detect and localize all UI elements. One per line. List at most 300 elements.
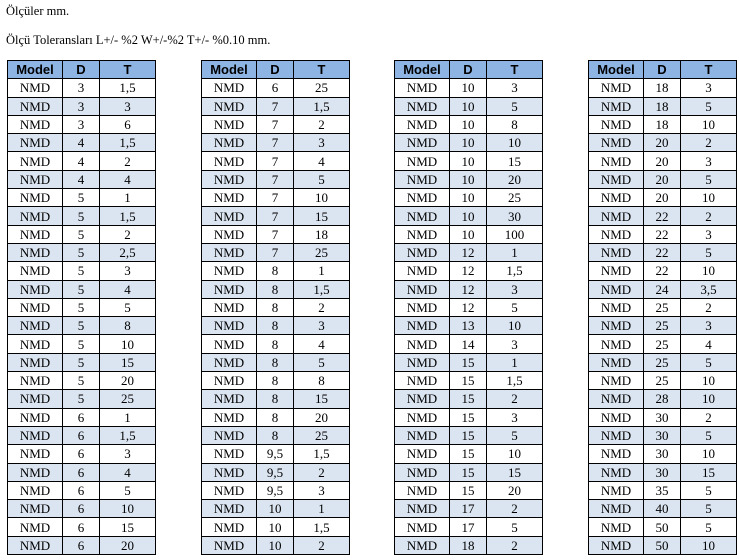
cell-t: 2: [681, 298, 737, 316]
cell-model: NMD: [589, 463, 644, 481]
cell-model: NMD: [589, 518, 644, 536]
cell-d: 9,5: [257, 445, 294, 463]
table-row: [202, 79, 350, 97]
table-row: [202, 225, 350, 243]
table-row: [589, 189, 737, 207]
cell-model: NMD: [202, 408, 257, 426]
cell-d: 6: [63, 408, 100, 426]
cell-model: NMD: [202, 134, 257, 152]
header-t: T: [681, 61, 737, 79]
table-row: [8, 298, 156, 316]
table-row: [395, 262, 543, 280]
cell-d: 20: [644, 134, 681, 152]
table-row: [8, 408, 156, 426]
cell-d: 17: [450, 518, 487, 536]
table-row: [8, 207, 156, 225]
table-row: [202, 445, 350, 463]
table-row: [395, 225, 543, 243]
cell-model: NMD: [8, 207, 63, 225]
table-row: [589, 445, 737, 463]
cell-d: 22: [644, 243, 681, 261]
cell-t: 3: [100, 445, 156, 463]
cell-model: NMD: [589, 170, 644, 188]
table-row: [202, 152, 350, 170]
cell-model: NMD: [8, 298, 63, 316]
table-row: [8, 481, 156, 499]
cell-d: 8: [257, 408, 294, 426]
cell-t: 3,5: [681, 280, 737, 298]
table-row: [395, 317, 543, 335]
cell-model: NMD: [8, 262, 63, 280]
cell-t: 1,5: [487, 372, 543, 390]
cell-t: 20: [100, 372, 156, 390]
cell-model: NMD: [202, 243, 257, 261]
table-row: [395, 243, 543, 261]
cell-t: 25: [294, 426, 350, 444]
table-row: [8, 79, 156, 97]
cell-d: 3: [63, 115, 100, 133]
cell-model: NMD: [395, 390, 450, 408]
cell-d: 8: [257, 390, 294, 408]
table-row: [395, 115, 543, 133]
cell-t: 25: [294, 79, 350, 97]
table-row: [395, 152, 543, 170]
cell-model: NMD: [589, 317, 644, 335]
dimension-table-3: [394, 60, 543, 555]
table-row: [589, 298, 737, 316]
cell-d: 10: [257, 536, 294, 554]
cell-model: NMD: [395, 134, 450, 152]
cell-d: 6: [63, 445, 100, 463]
cell-t: 10: [487, 445, 543, 463]
cell-d: 30: [644, 463, 681, 481]
cell-t: 10: [100, 500, 156, 518]
cell-t: 1: [487, 353, 543, 371]
tolerance-note: Ölçü Toleransları L+/- %2 W+/-%2 T+/- %0.10 mm.: [6, 33, 271, 47]
cell-model: NMD: [202, 536, 257, 554]
header-d: D: [63, 61, 100, 79]
cell-t: 10: [681, 445, 737, 463]
cell-model: NMD: [395, 115, 450, 133]
table-row: [395, 335, 543, 353]
table-row: [8, 426, 156, 444]
cell-model: NMD: [8, 280, 63, 298]
cell-t: 3: [681, 79, 737, 97]
table-row: [8, 445, 156, 463]
cell-d: 5: [63, 225, 100, 243]
table-row: [8, 372, 156, 390]
cell-t: 5: [294, 353, 350, 371]
cell-t: 15: [100, 353, 156, 371]
cell-model: NMD: [395, 445, 450, 463]
cell-t: 5: [681, 481, 737, 499]
cell-model: NMD: [202, 79, 257, 97]
cell-d: 18: [644, 79, 681, 97]
cell-model: NMD: [202, 207, 257, 225]
cell-t: 10: [681, 536, 737, 554]
cell-d: 4: [63, 152, 100, 170]
cell-model: NMD: [395, 372, 450, 390]
table-row: [202, 426, 350, 444]
table-row: [202, 115, 350, 133]
cell-d: 15: [450, 426, 487, 444]
table-row: [589, 243, 737, 261]
cell-d: 5: [63, 317, 100, 335]
cell-d: 12: [450, 262, 487, 280]
cell-t: 2: [487, 390, 543, 408]
cell-t: 3: [487, 408, 543, 426]
dimension-table-1: [7, 60, 156, 555]
table-row: [395, 353, 543, 371]
table-row: [202, 207, 350, 225]
table-row: [202, 335, 350, 353]
cell-t: 25: [100, 390, 156, 408]
table-row: [202, 463, 350, 481]
dimension-table-2: [201, 60, 350, 555]
cell-t: 10: [487, 317, 543, 335]
cell-d: 22: [644, 262, 681, 280]
cell-t: 10: [681, 189, 737, 207]
table-row: [202, 243, 350, 261]
cell-d: 15: [450, 408, 487, 426]
cell-model: NMD: [202, 189, 257, 207]
cell-t: 5: [294, 170, 350, 188]
table-row: [8, 518, 156, 536]
cell-d: 3: [63, 79, 100, 97]
cell-t: 1,5: [100, 207, 156, 225]
cell-model: NMD: [202, 518, 257, 536]
cell-t: 5: [681, 97, 737, 115]
table-row: [589, 152, 737, 170]
cell-model: NMD: [589, 390, 644, 408]
cell-d: 30: [644, 426, 681, 444]
table-row: [589, 97, 737, 115]
cell-model: NMD: [8, 353, 63, 371]
cell-t: 20: [487, 170, 543, 188]
table-row: [395, 79, 543, 97]
cell-d: 6: [63, 463, 100, 481]
table-row: [8, 243, 156, 261]
table-row: [395, 518, 543, 536]
cell-t: 3: [294, 317, 350, 335]
cell-t: 4: [294, 152, 350, 170]
cell-d: 20: [644, 152, 681, 170]
cell-d: 30: [644, 445, 681, 463]
cell-t: 8: [294, 372, 350, 390]
cell-t: 20: [487, 481, 543, 499]
cell-t: 2: [294, 463, 350, 481]
cell-t: 5: [487, 97, 543, 115]
cell-model: NMD: [8, 243, 63, 261]
cell-model: NMD: [589, 445, 644, 463]
cell-d: 5: [63, 390, 100, 408]
cell-t: 2,5: [100, 243, 156, 261]
cell-model: NMD: [395, 426, 450, 444]
cell-d: 10: [450, 79, 487, 97]
cell-d: 5: [63, 207, 100, 225]
cell-model: NMD: [589, 280, 644, 298]
table-row: [202, 317, 350, 335]
cell-t: 3: [487, 335, 543, 353]
table-row: [202, 97, 350, 115]
cell-d: 7: [257, 152, 294, 170]
cell-t: 15: [294, 207, 350, 225]
header-d: D: [450, 61, 487, 79]
header-t: T: [294, 61, 350, 79]
cell-d: 30: [644, 408, 681, 426]
cell-model: NMD: [8, 518, 63, 536]
cell-t: 1,5: [294, 518, 350, 536]
table-row: [395, 372, 543, 390]
cell-d: 6: [63, 426, 100, 444]
cell-model: NMD: [395, 97, 450, 115]
table-row: [202, 518, 350, 536]
cell-t: 20: [100, 536, 156, 554]
cell-t: 5: [487, 298, 543, 316]
table-row: [395, 280, 543, 298]
cell-model: NMD: [395, 170, 450, 188]
cell-t: 3: [294, 481, 350, 499]
cell-model: NMD: [395, 79, 450, 97]
cell-t: 3: [681, 225, 737, 243]
table-row: [395, 536, 543, 554]
cell-d: 17: [450, 500, 487, 518]
cell-d: 5: [63, 262, 100, 280]
cell-t: 18: [294, 225, 350, 243]
cell-t: 10: [294, 189, 350, 207]
cell-d: 50: [644, 518, 681, 536]
cell-model: NMD: [202, 280, 257, 298]
cell-model: NMD: [8, 152, 63, 170]
header-model: Model: [589, 61, 644, 79]
table-row: [395, 408, 543, 426]
cell-t: 4: [294, 335, 350, 353]
cell-model: NMD: [395, 262, 450, 280]
cell-t: 3: [681, 317, 737, 335]
cell-t: 1,5: [100, 134, 156, 152]
table-row: [8, 463, 156, 481]
cell-d: 28: [644, 390, 681, 408]
table-row: [8, 353, 156, 371]
cell-t: 25: [294, 243, 350, 261]
cell-d: 40: [644, 500, 681, 518]
cell-model: NMD: [8, 317, 63, 335]
cell-model: NMD: [395, 207, 450, 225]
cell-t: 1,5: [487, 262, 543, 280]
cell-model: NMD: [202, 372, 257, 390]
table-row: [8, 280, 156, 298]
cell-model: NMD: [589, 353, 644, 371]
table-row: [395, 134, 543, 152]
table-row: [589, 115, 737, 133]
cell-d: 6: [63, 481, 100, 499]
cell-t: 2: [487, 536, 543, 554]
table-row: [395, 426, 543, 444]
cell-t: 20: [294, 408, 350, 426]
cell-model: NMD: [395, 463, 450, 481]
cell-t: 3: [681, 152, 737, 170]
cell-model: NMD: [395, 408, 450, 426]
cell-d: 15: [450, 372, 487, 390]
cell-t: 4: [100, 280, 156, 298]
cell-model: NMD: [8, 225, 63, 243]
cell-t: 2: [681, 207, 737, 225]
table-row: [589, 170, 737, 188]
table-row: [589, 134, 737, 152]
cell-model: NMD: [8, 115, 63, 133]
table-row: [202, 408, 350, 426]
cell-model: NMD: [8, 536, 63, 554]
cell-t: 15: [294, 390, 350, 408]
cell-t: 2: [681, 408, 737, 426]
cell-model: NMD: [8, 189, 63, 207]
cell-d: 12: [450, 298, 487, 316]
table-row: [8, 500, 156, 518]
cell-d: 15: [450, 445, 487, 463]
cell-model: NMD: [8, 170, 63, 188]
cell-model: NMD: [395, 317, 450, 335]
table-row: [202, 280, 350, 298]
table-row: [395, 463, 543, 481]
cell-d: 35: [644, 481, 681, 499]
cell-t: 3: [100, 97, 156, 115]
cell-d: 50: [644, 536, 681, 554]
cell-d: 5: [63, 372, 100, 390]
table-row: [589, 390, 737, 408]
cell-d: 10: [450, 189, 487, 207]
cell-t: 100: [487, 225, 543, 243]
cell-model: NMD: [589, 500, 644, 518]
table-row: [8, 97, 156, 115]
cell-d: 10: [450, 152, 487, 170]
table-row: [8, 225, 156, 243]
cell-t: 15: [487, 152, 543, 170]
cell-model: NMD: [202, 152, 257, 170]
table-row: [589, 207, 737, 225]
cell-d: 7: [257, 225, 294, 243]
cell-model: NMD: [8, 335, 63, 353]
cell-d: 8: [257, 335, 294, 353]
cell-t: 4: [100, 463, 156, 481]
table-row: [589, 481, 737, 499]
cell-model: NMD: [395, 152, 450, 170]
cell-model: NMD: [589, 97, 644, 115]
table-row: [589, 335, 737, 353]
cell-model: NMD: [589, 115, 644, 133]
cell-t: 3: [487, 79, 543, 97]
cell-d: 8: [257, 298, 294, 316]
cell-t: 2: [100, 152, 156, 170]
cell-model: NMD: [589, 298, 644, 316]
header-model: Model: [395, 61, 450, 79]
cell-t: 15: [100, 518, 156, 536]
table-row: [202, 298, 350, 316]
cell-model: NMD: [589, 408, 644, 426]
table-row: [202, 262, 350, 280]
cell-model: NMD: [202, 445, 257, 463]
table-row: [589, 408, 737, 426]
cell-d: 15: [450, 481, 487, 499]
cell-model: NMD: [589, 207, 644, 225]
table-row: [589, 518, 737, 536]
table-row: [395, 189, 543, 207]
cell-t: 5: [681, 170, 737, 188]
cell-model: NMD: [395, 335, 450, 353]
table-row: [202, 372, 350, 390]
table-row: [395, 207, 543, 225]
cell-model: NMD: [589, 481, 644, 499]
header-t: T: [100, 61, 156, 79]
cell-model: NMD: [589, 426, 644, 444]
table-row: [8, 536, 156, 554]
cell-model: NMD: [8, 79, 63, 97]
cell-t: 6: [100, 115, 156, 133]
cell-model: NMD: [202, 426, 257, 444]
cell-d: 18: [644, 115, 681, 133]
cell-model: NMD: [395, 353, 450, 371]
cell-d: 14: [450, 335, 487, 353]
cell-t: 5: [681, 500, 737, 518]
table-row: [8, 262, 156, 280]
cell-t: 5: [487, 426, 543, 444]
cell-t: 1,5: [100, 79, 156, 97]
table-row: [589, 536, 737, 554]
cell-d: 24: [644, 280, 681, 298]
cell-model: NMD: [589, 134, 644, 152]
cell-d: 6: [257, 79, 294, 97]
table-row: [589, 372, 737, 390]
cell-t: 3: [487, 280, 543, 298]
cell-t: 10: [487, 134, 543, 152]
cell-d: 5: [63, 335, 100, 353]
cell-t: 1: [487, 243, 543, 261]
cell-model: NMD: [202, 481, 257, 499]
cell-d: 20: [644, 189, 681, 207]
cell-model: NMD: [8, 426, 63, 444]
cell-t: 5: [681, 353, 737, 371]
cell-model: NMD: [589, 152, 644, 170]
cell-d: 10: [450, 170, 487, 188]
cell-t: 5: [681, 426, 737, 444]
cell-t: 2: [294, 298, 350, 316]
cell-t: 1: [294, 262, 350, 280]
cell-model: NMD: [395, 225, 450, 243]
cell-model: NMD: [202, 225, 257, 243]
cell-t: 1,5: [294, 97, 350, 115]
cell-t: 4: [681, 335, 737, 353]
dimension-table-4: [588, 60, 737, 555]
table-row: [395, 500, 543, 518]
table-row: [202, 500, 350, 518]
cell-d: 3: [63, 97, 100, 115]
cell-d: 8: [257, 262, 294, 280]
cell-t: 2: [487, 500, 543, 518]
cell-d: 9,5: [257, 481, 294, 499]
cell-d: 10: [257, 500, 294, 518]
header-t: T: [487, 61, 543, 79]
cell-d: 25: [644, 372, 681, 390]
table-row: [589, 79, 737, 97]
table-row: [395, 481, 543, 499]
table-row: [202, 353, 350, 371]
cell-d: 7: [257, 189, 294, 207]
table-row: [589, 262, 737, 280]
table-row: [8, 317, 156, 335]
cell-d: 10: [257, 518, 294, 536]
cell-d: 25: [644, 335, 681, 353]
cell-model: NMD: [589, 536, 644, 554]
cell-d: 7: [257, 134, 294, 152]
